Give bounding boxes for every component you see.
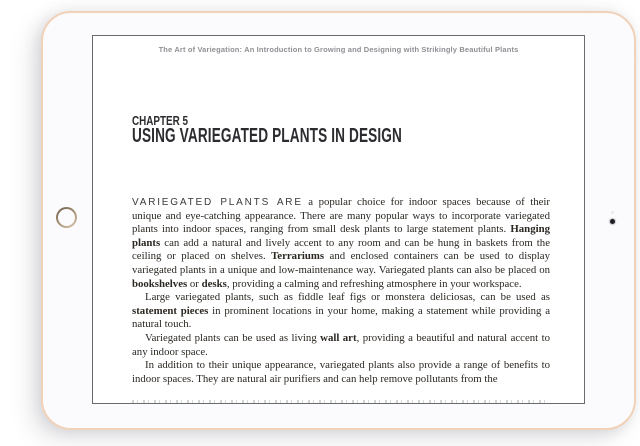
chapter-label: CHAPTER 5: [132, 113, 189, 128]
running-head: The Art of Variegation: An Introduction to Growing and Designing with Strikingly Beautiful Plants: [158, 45, 519, 54]
book-paragraph: VARIEGATED PLANTS ARE a popular choice for indoor spaces because of their unique and eye-catching appearance. There are many popular ways to incorporate variegated plants into indoor spaces, ranging from small desk plants to large statement plants. Hanging plants can add a natural and lively accent to any room and can be hung in baskets from the ceiling or placed on shelves. Terrariums and enclosed containers can be used to display variegated plants in a unique and low-maintenance way. Variegated plants can also be placed on bookshelves or desks, providing a calming and refreshing atmosphere in your workspace.: [132, 196, 550, 290]
book-paragraph: Large variegated plants, such as fiddle leaf figs or monstera deliciosas, can be used as statement pieces in prominent locations in your home, making a statement while providing a natural touch.: [132, 291, 550, 331]
camera-icon: [610, 219, 615, 224]
light-sensor-icon: [611, 211, 614, 214]
book-body: [132, 196, 550, 402]
home-button[interactable]: [56, 207, 77, 228]
ebook-screen: [92, 35, 585, 404]
book-paragraph: In addition to their unique appearance, variegated plants also provide a range of benefits to indoor spaces. They are natural air purifiers and can help remove pollutants from the: [132, 359, 550, 385]
book-paragraph: Variegated plants can be used as living wall art, providing a beautiful and natural accent to any indoor space.: [132, 331, 550, 358]
clipped-text-line: [132, 400, 550, 403]
chapter-title: USING VARIEGATED PLANTS IN DESIGN: [132, 125, 402, 147]
tablet-device: [41, 11, 636, 430]
paragraph-opener: VARIEGATED PLANTS ARE: [132, 197, 303, 208]
